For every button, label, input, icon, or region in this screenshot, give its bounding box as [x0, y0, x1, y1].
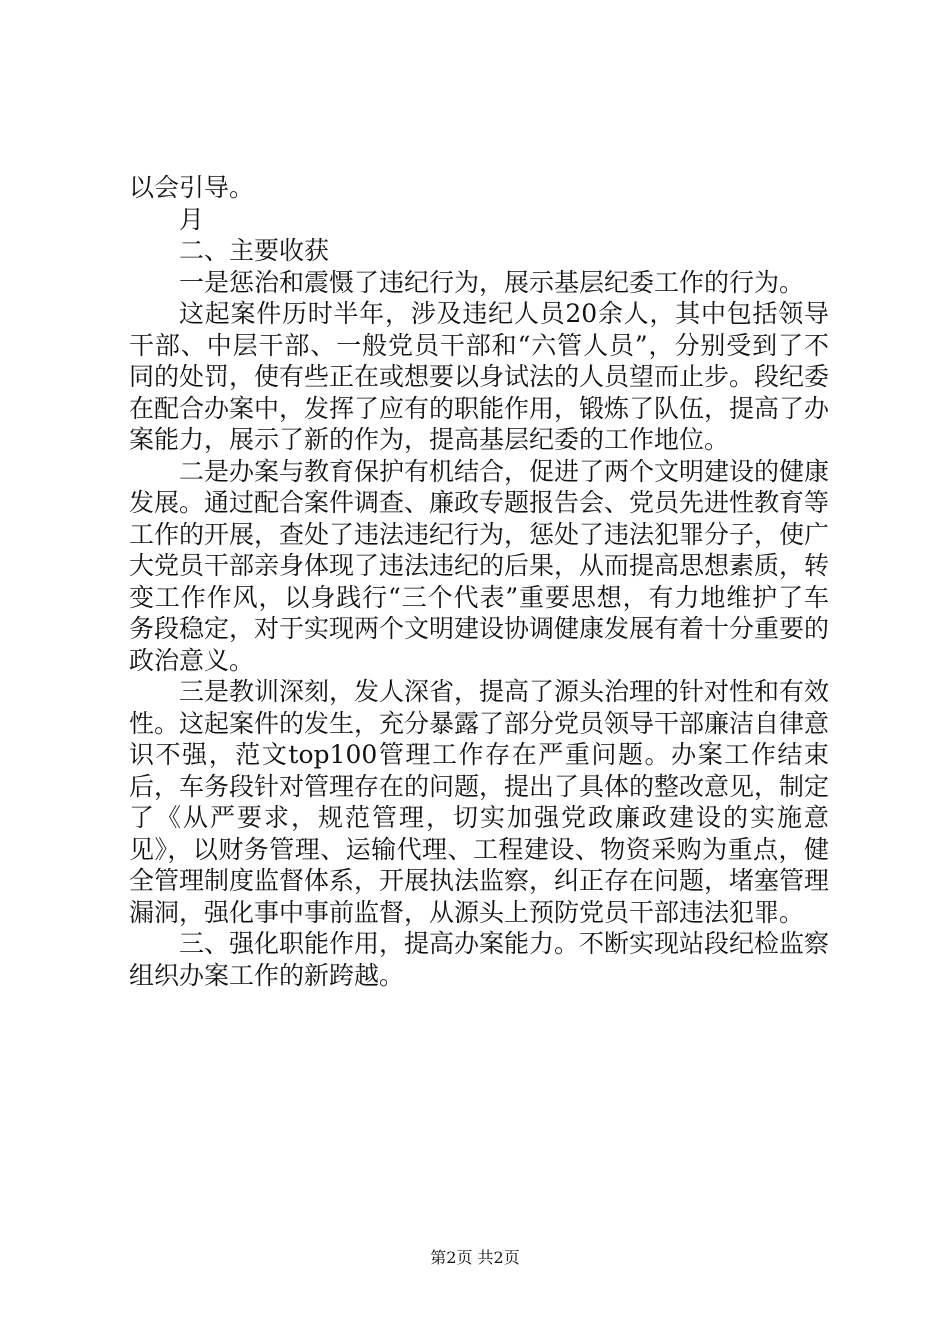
paragraph-continuation: 以会引导。	[129, 173, 255, 202]
paragraph-point-three: 三是教训深刻，发人深省，提高了源头治理的针对性和有效性。这起案件的发生，充分暴露了部分党员领导干部廉洁自律意识不强，范文top100管理工作存在严重问题。办案工作结束后，车务段针对管理存在的问题，提出了具体的整改意见，制定了《从严要求，规范管理，切实加强党政廉政建设的实施意见》，以财务管理、运输代理、工程建设、物资采购为重点，健全管理制度监督体系，开展执法监察，纠正存在问题，堵塞管理漏洞，强化事中事前监督，从源头上预防党员干部违法犯罪。	[129, 677, 830, 927]
paragraph-point-one: 一是惩治和震慑了违纪行为，展示基层纪委工作的行为。	[179, 267, 805, 297]
section-heading-main-gains: 二、主要收获	[179, 236, 330, 265]
paragraph-case-details: 这起案件历时半年，涉及违纪人员20余人，其中包括领导干部、中层干部、一般党员干部和“六管人员”，分别受到了不同的处罚，使有些正在或想要以身试法的人员望而止步。段纪委在配合办案中，发挥了应有的职能作用，锻炼了队伍，提高了办案能力，展示了新的作为，提高基层纪委的工作地位。	[129, 299, 830, 454]
page-footer	[0, 1245, 950, 1268]
paragraph-month: 月	[179, 204, 205, 234]
document-body	[129, 172, 829, 991]
section-heading-strengthen-functions: 三、强化职能作用，提高办案能力。不断实现站段纪检监察组织办案工作的新跨越。	[129, 929, 830, 990]
page-number: 第2页 共2页	[430, 1248, 520, 1267]
paragraph-point-two: 二是办案与教育保护有机结合，促进了两个文明建设的健康发展。通过配合案件调查、廉政专题报告会、党员先进性教育等工作的开展，查处了违法违纪行为，惩处了违法犯罪分子，使广大党员干部亲身体现了违法违纪的后果，从而提高思想素质，转变工作作风，以身践行“三个代表”重要思想，有力地维护了车务段稳定，对于实现两个文明建设协调健康发展有着十分重要的政治意义。	[129, 456, 830, 675]
